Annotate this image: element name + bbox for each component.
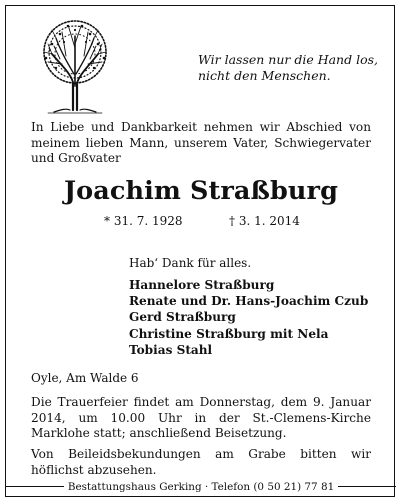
- tree-icon: [32, 14, 118, 114]
- undertaker-footer: [6, 481, 396, 494]
- obituary-notice: [5, 5, 395, 497]
- mourner-name: Christine Straßburg mit Nela: [129, 326, 329, 341]
- funeral-details: Die Trauerfeier findet am Donnerstag, dem 9. Januar 2014, um 10.00 Uhr in der St.-Clemens-Kirche Marklohe statt; anschließend Beisetzung.: [31, 395, 371, 440]
- mourner-name: Hannelore Straßburg: [129, 278, 275, 292]
- memorial-quote: [198, 52, 378, 84]
- mourner-name: Tobias Stahl: [129, 342, 213, 357]
- quote-line-2: nicht den Menschen.: [198, 68, 331, 83]
- mourner-name: Gerd Straßburg: [129, 310, 236, 325]
- deceased-name: Joachim Straßburg: [63, 176, 339, 206]
- quote-line-1: Wir lassen nur die Hand los,: [198, 52, 378, 67]
- birth-date: * 31. 7. 1928: [104, 214, 183, 228]
- mourners-list: [129, 277, 389, 358]
- death-date: † 3. 1. 2014: [229, 214, 300, 228]
- family-address: Oyle, Am Walde 6: [31, 371, 139, 385]
- mourner-name: Renate und Dr. Hans-Joachim Czub: [129, 294, 369, 309]
- thanks-line: Hab‘ Dank für alles.: [129, 256, 252, 270]
- intro-text: In Liebe und Dankbarkeit nehmen wir Abschied von meinem lieben Mann, unserem Vater, Schwiegervater und Großvater: [31, 120, 371, 165]
- condolence-note: Von Beileidsbekundungen am Grabe bitten wir höflichst abzusehen.: [31, 447, 371, 477]
- undertaker-contact: Bestattungshaus Gerking · Telefon (0 50 21) 77 81: [64, 481, 338, 493]
